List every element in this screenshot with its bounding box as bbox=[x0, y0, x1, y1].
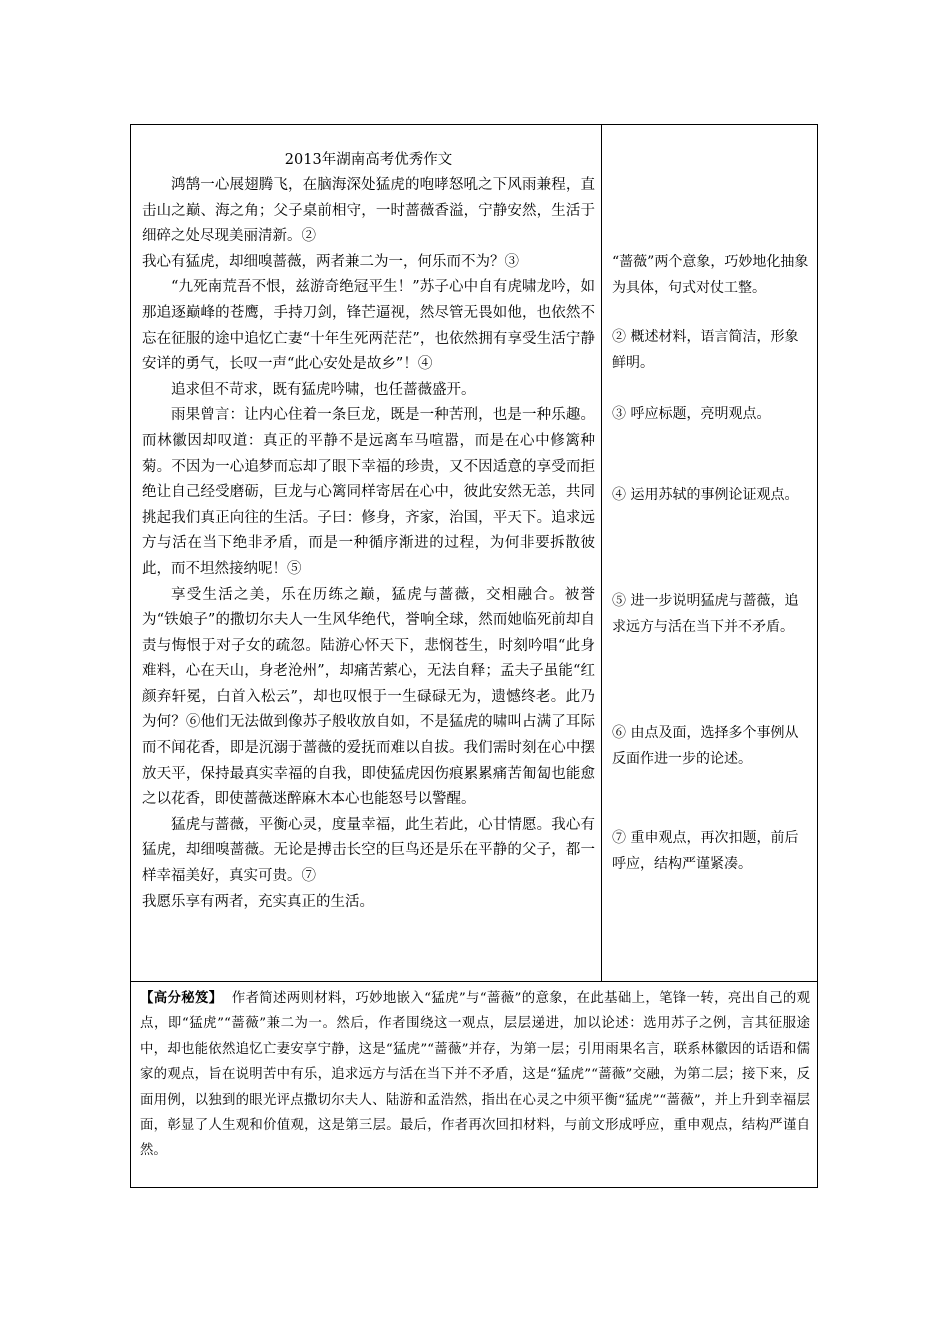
essay-paragraph: 我心有猛虎，却细嗅蔷薇，两者兼二为一，何乐而不为？③ bbox=[142, 253, 519, 270]
essay-paragraph: 我愿乐享有两者，充实真正的生活。 bbox=[142, 893, 374, 910]
essay-paragraph: 猛虎与蔷薇，平衡心灵，度量幸福，此生若此，心甘情愿。我心有猛虎，却细嗅蔷薇。无论是搏击长空的巨鸟还是乐在平静的父子，都一样幸福美好，真实可贵。⑦ bbox=[142, 816, 595, 885]
analysis-label: 【高分秘笈】 bbox=[140, 990, 223, 1006]
essay-paragraph: 鸿鹄一心展翅腾飞，在脑海深处猛虎的咆哮怒吼之下风雨兼程，直击山之巅、海之角；父子桌前相守，一时蔷薇香溢，宁静安然，生活于细碎之处尽现美丽清新。② bbox=[142, 177, 595, 245]
annotation-note: ⑤ 进一步说明猛虎与蔷薇，追求远方与活在当下并不矛盾。 bbox=[612, 593, 799, 635]
essay-paragraph: 享受生活之美，乐在历练之巅，猛虎与蔷薇，交相融合。被誉为“铁娘子”的撒切尔夫人一生风华绝代，誉响全球，然而她临死前却自责与悔恨于对子女的疏忽。陆游心怀天下，悲悯苍生，时刻吟唱“此身难料，心在天山，身老沧州”，却痛苦萦心，无法自释；孟夫子虽能“红颜弃轩冕，白首入松云”，却也叹恨于一生碌碌无为，遗憾终老。此乃为何？⑥他们无法做到像苏子般收放自如，不是猛虎的啸叫占满了耳际而不闻花香，即是沉溺于蔷薇的爱抚而难以自拔。我们需时刻在心中摆放天平，保持最真实幸福的自我，即使猛虎因伤痕累累痛苦匍匐也能愈之以花香，即使蔷薇迷醉麻木本心也能怒号以警醒。 bbox=[142, 586, 595, 808]
annotation-note: ④ 运用苏轼的事例论证观点。 bbox=[612, 487, 799, 503]
essay-paragraph: “九死南荒吾不恨，兹游奇绝冠平生！”苏子心中自有虎啸龙吟，如那追逐巅峰的苍鹰，手持刀剑，锋芒逼视，然尽管无畏如他，也依然不忘在征服的途中追忆亡妻“十年生死两茫茫”，也依然拥有享受生活宁静安详的勇气，长叹一声“此心安处是故乡”！④ bbox=[142, 279, 595, 373]
analysis-cell bbox=[131, 981, 818, 1188]
annotation-note: ③ 呼应标题，亮明观点。 bbox=[612, 406, 771, 422]
essay-title: 2013年湖南高考优秀作文 bbox=[284, 152, 453, 168]
annotation-note: ② 概述材料，语言简洁，形象鲜明。 bbox=[612, 329, 799, 371]
essay-paragraph: 雨果曾言：让内心住着一条巨龙，既是一种苦刑，也是一种乐趣。而林徽因却叹道：真正的平静不是远离车马喧嚣，而是在心中修篱种菊。不因为一心追梦而忘却了眼下幸福的珍贵，又不因适意的享受而拒绝让自己经受磨砺，巨龙与心篱同样寄居在心中，彼此安然无恙，共同挑起我们真正向往的生活。子曰：修身，齐家，治国，平天下。追求远方与活在当下绝非矛盾，而是一种循序渐进的过程，为何非要拆散彼此，而不坦然接纳呢！⑤ bbox=[142, 407, 595, 577]
essay-body bbox=[142, 173, 595, 915]
essay-table bbox=[130, 124, 818, 1188]
essay-paragraph: 追求但不苛求，既有猛虎吟啸，也任蔷薇盛开。 bbox=[171, 381, 476, 398]
annotation-note: “蔷薇”两个意象，巧妙地化抽象为具体，句式对仗工整。 bbox=[612, 254, 809, 296]
analysis-paragraph bbox=[140, 986, 810, 1164]
annotation-cell bbox=[602, 125, 818, 981]
annotation-note: ⑥ 由点及面，选择多个事例从反面作进一步的论述。 bbox=[612, 725, 799, 767]
essay-cell bbox=[131, 125, 602, 981]
analysis-text: 作者简述两则材料，巧妙地嵌入“猛虎”与“蔷薇”的意象，在此基础上，笔锋一转，亮出自己的观点，即“猛虎”“蔷薇”兼二为一。然后，作者围绕这一观点，层层递进，加以论述：选用苏子之例，言其征服途中，却也能依然追忆亡妻安享宁静，这是“猛虎”“蔷薇”并存，为第一层；引用雨果名言，联系林徽因的话语和儒家的观点，旨在说明苦中有乐，追求远方与活在当下并不矛盾，这是“猛虎”“蔷薇”交融，为第二层；接下来，反面用例，以独到的眼光评点撒切尔夫人、陆游和孟浩然，指出在心灵之中须平衡“猛虎”“蔷薇”，并上升到幸福层面，彰显了人生观和价值观，这是第三层。最后，作者再次回扣材料，与前文形成呼应，重申观点，结构严谨自然。 bbox=[140, 991, 811, 1159]
annotation-note: ⑦ 重申观点，再次扣题，前后呼应，结构严谨紧凑。 bbox=[612, 830, 799, 872]
